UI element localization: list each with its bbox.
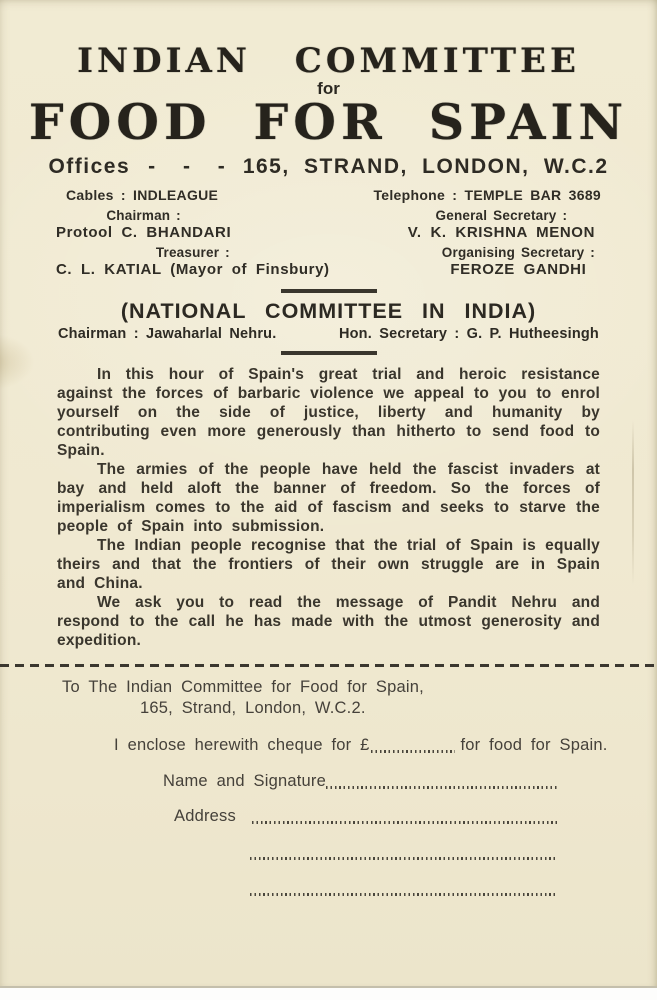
appeal-paragraph-3: The Indian people recognise that the trial of Spain is equally theirs and that the frontiers of their own struggle are in Spain and China. <box>57 537 600 592</box>
national-committee-heading: (NATIONAL COMMITTEE IN INDIA) <box>120 299 537 323</box>
officer-name: C. L. KATIAL (Mayor of Finsbury) <box>56 261 330 278</box>
appeal-paragraph-2: The armies of the people have held the fascist invaders at bay and held aloft the banner of freedom. So the forces of imperialism comes to the aid of fascism and seeks to starve the people of Spain into submission. <box>57 461 600 535</box>
nc-hon-secretary: Hon. Secretary : G. P. Hutheesingh <box>338 326 599 342</box>
org-title-line1: INDIAN COMMITTEE <box>77 41 580 81</box>
address-field-line1[interactable] <box>252 821 558 824</box>
appeal-text <box>0 365 657 650</box>
name-signature-line <box>0 772 657 791</box>
national-committee-names <box>0 326 657 342</box>
paper-crease <box>632 420 634 585</box>
nc-chairman: Chairman : Jawaharlal Nehru. <box>58 326 277 342</box>
form-addressee-line1: To The Indian Committee for Food for Spain, <box>62 678 424 696</box>
appeal-paragraph-1: In this hour of Spain's great trial and heroic resistance against the forces of barbaric violence we appeal to you to enrol yourself on the side of justice, liberty and humanity by contributing even more generously than hitherto to send food to Spain. <box>57 366 600 459</box>
cheque-amount-field[interactable] <box>371 750 455 753</box>
address-line <box>0 807 657 826</box>
contact-row <box>0 187 657 203</box>
offices-label: Offices <box>48 155 131 178</box>
name-signature-field[interactable] <box>326 786 558 789</box>
officer-name: FEROZE GANDHI <box>450 261 587 278</box>
officer-label: Organising Secretary : <box>441 245 595 260</box>
name-signature-label: Name and Signature <box>163 772 326 790</box>
appeal-paragraph-4: We ask you to read the message of Pandit Nehru and respond to the call he has made with the utmost generosity and expedition. <box>57 594 600 649</box>
officer-general-secretary <box>408 208 595 242</box>
cheque-prefix: I enclose herewith cheque for £ <box>114 736 370 754</box>
officer-name: Protool C. BHANDARI <box>56 224 232 241</box>
officers-block <box>0 208 657 282</box>
telephone-line: Telephone : TEMPLE BAR 3689 <box>373 187 601 203</box>
officer-organising-secretary <box>442 245 595 279</box>
offices-dashes: - - - <box>148 155 225 178</box>
address-field-line2[interactable] <box>250 857 558 860</box>
officers-right-column <box>408 208 595 282</box>
officer-chairman <box>56 208 231 242</box>
cheque-suffix: for food for Spain. <box>460 736 608 754</box>
officers-left-column <box>56 208 330 282</box>
address-label: Address <box>174 807 236 825</box>
reply-form <box>0 677 657 896</box>
section-rule-bottom <box>281 351 377 355</box>
officer-name: V. K. KRISHNA MENON <box>407 224 595 241</box>
letterhead <box>0 0 657 178</box>
org-title-line2: FOOD FOR SPAIN <box>28 93 629 151</box>
officer-label: Treasurer : <box>155 245 230 260</box>
cheque-amount-line <box>0 735 657 755</box>
tear-off-dashed-line <box>0 664 657 667</box>
officer-label: Chairman : <box>106 208 181 223</box>
address-field-line3[interactable] <box>250 893 558 896</box>
cables-line: Cables : INDLEAGUE <box>66 187 219 203</box>
form-addressee-line2: 165, Strand, London, W.C.2. <box>140 699 366 717</box>
national-committee-section <box>0 289 657 355</box>
officer-label: General Secretary : <box>435 208 568 223</box>
officer-treasurer <box>56 245 330 279</box>
offices-address: 165, STRAND, LONDON, W.C.2 <box>242 155 609 178</box>
org-title-connector: for <box>317 79 340 98</box>
offices-address-line <box>0 155 657 178</box>
section-rule-top <box>281 289 377 293</box>
